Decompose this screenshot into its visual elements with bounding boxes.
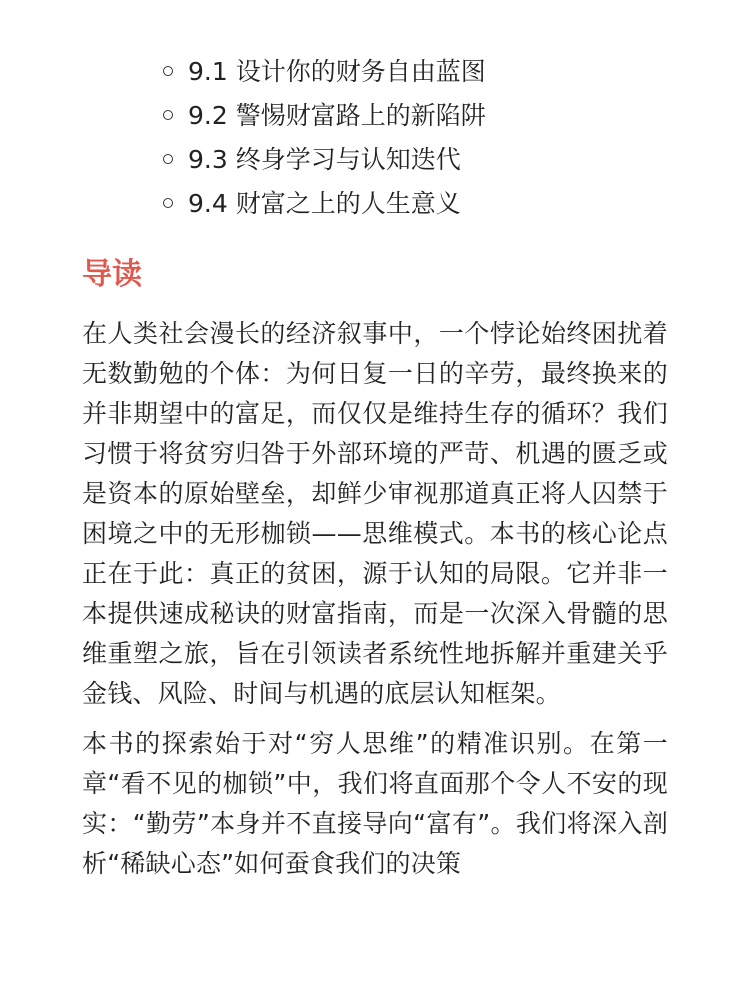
toc-item-9-3[interactable]	[160, 138, 486, 182]
hollow-circle-bullet-icon	[163, 198, 173, 208]
hollow-circle-bullet-icon	[163, 110, 173, 120]
article-body	[82, 314, 668, 894]
toc-item-label: 9.1 设计你的财务自由蓝图	[188, 57, 486, 86]
toc-item-label: 9.2 警惕财富路上的新陷阱	[188, 101, 486, 130]
toc-item-9-2[interactable]	[160, 94, 486, 138]
hollow-circle-bullet-icon	[163, 154, 173, 164]
table-of-contents	[160, 50, 486, 226]
section-title: 导读	[82, 257, 142, 292]
toc-item-9-4[interactable]	[160, 182, 486, 226]
paragraph: 本书的探索始于对“穷人思维”的精准识别。在第一章“看不见的枷锁”中，我们将直面那个令人不安的现实：“勤劳”本身并不直接导向“富有”。我们将深入剖析“稀缺心态”如何蚕食我们的决策	[82, 729, 668, 878]
hollow-circle-bullet-icon	[163, 66, 173, 76]
paragraph: 在人类社会漫长的经济叙事中，一个悖论始终困扰着无数勤勉的个体：为何日复一日的辛劳，最终换来的并非期望中的富足，而仅仅是维持生存的循环？我们习惯于将贫穷归咎于外部环境的严苛、机遇的匮乏或是资本的原始壁垒，却鲜少审视那道真正将人囚禁于困境之中的无形枷锁——思维模式。本书的核心论点正在于此：真正的贫困，源于认知的局限。它并非一本提供速成秘诀的财富指南，而是一次深入骨髓的思维重塑之旅，旨在引领读者系统性地拆解并重建关乎金钱、风险、时间与机遇的底层认知框架。	[82, 319, 668, 708]
toc-item-label: 9.3 终身学习与认知迭代	[188, 145, 461, 174]
toc-item-label: 9.4 财富之上的人生意义	[188, 189, 461, 218]
toc-item-9-1[interactable]	[160, 50, 486, 94]
